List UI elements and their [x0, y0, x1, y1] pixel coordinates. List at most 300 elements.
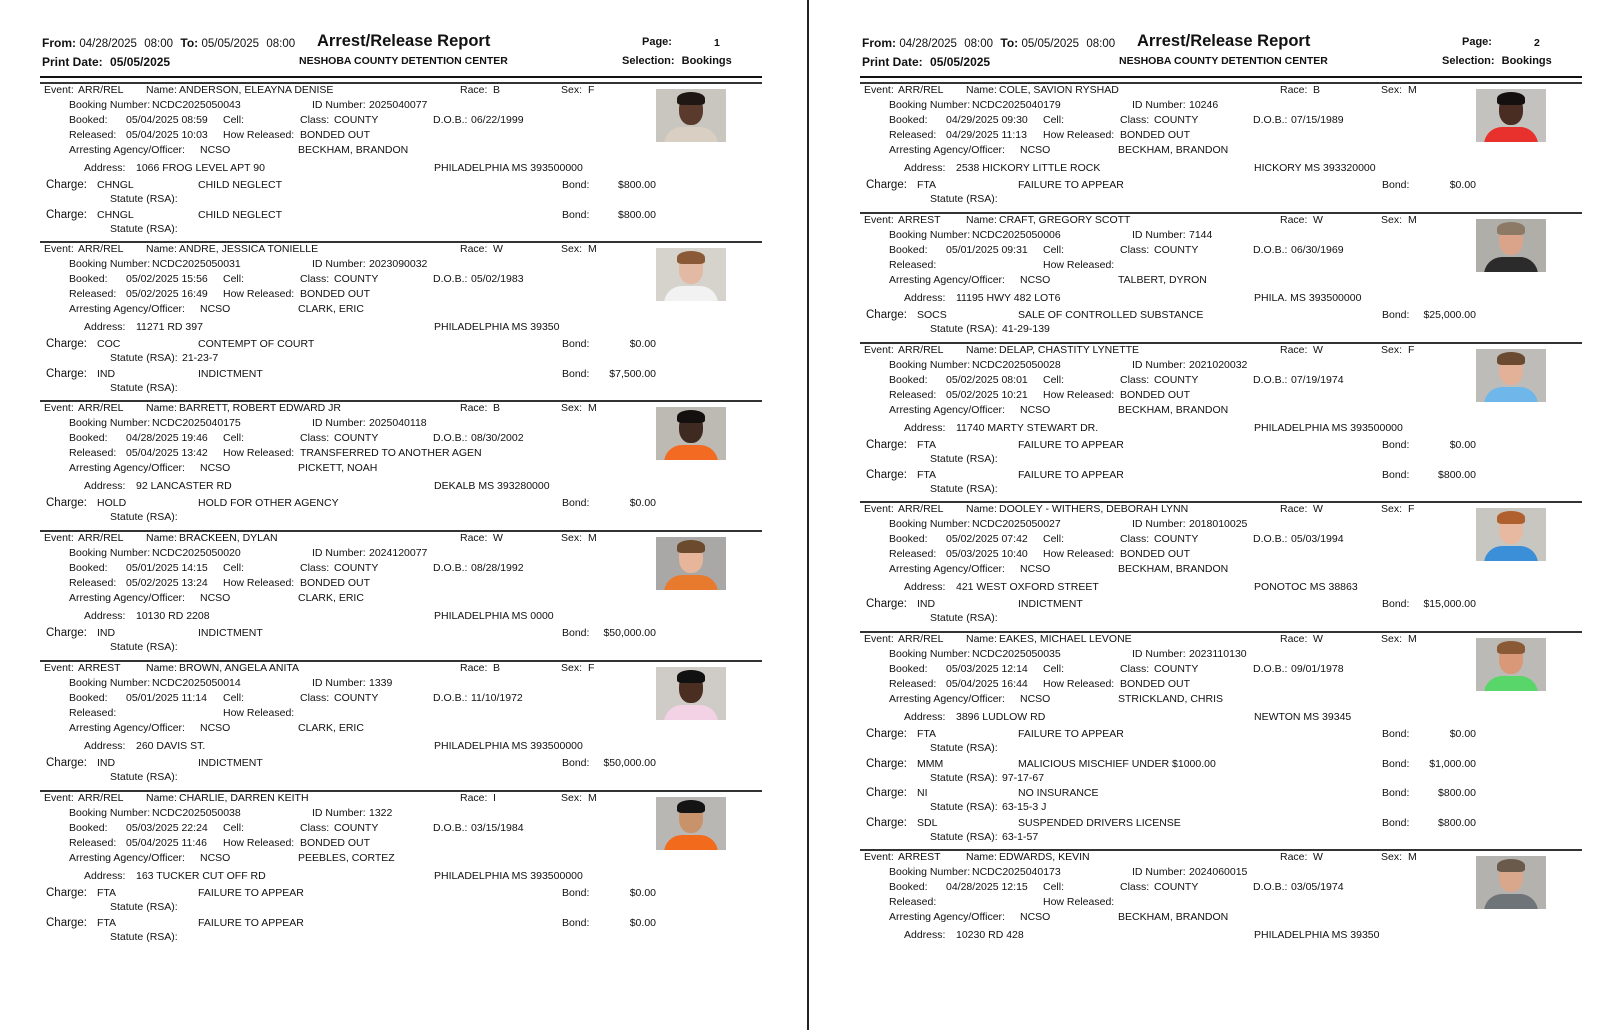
mugshot-shirt	[1484, 127, 1538, 142]
class-value: COUNTY	[1154, 114, 1199, 126]
cell-label: Cell:	[223, 432, 245, 444]
statute-value: 63-15-3 J	[1002, 801, 1047, 813]
inmate-name: COLE, SAVION RYSHAD	[999, 84, 1119, 96]
id-number-label: ID Number:	[312, 258, 366, 270]
charge-code: IND	[917, 598, 936, 610]
race-label: Race:	[1280, 84, 1308, 96]
bond-amount: $0.00	[629, 887, 656, 899]
mugshot-hair	[1497, 641, 1525, 654]
report-header	[42, 30, 762, 80]
agency-value: NCSO	[200, 462, 231, 474]
booking-number: NCDC2025050038	[152, 807, 241, 819]
booking-number-label: Booking Number:	[69, 807, 151, 819]
charge-code: IND	[97, 757, 116, 769]
page-label: Page:	[1462, 36, 1492, 48]
city-state-zip: PHILADELPHIA MS 393500000	[434, 870, 583, 882]
event-label: Event:	[864, 633, 894, 645]
how-released-label: How Released:	[223, 837, 295, 849]
charge-code: IND	[97, 627, 116, 639]
id-number: 1322	[369, 807, 393, 819]
event-type: ARREST	[898, 851, 941, 863]
released-label: Released:	[889, 678, 937, 690]
class-value: COUNTY	[334, 822, 379, 834]
dob-value: 05/03/1994	[1291, 533, 1344, 545]
race-label: Race:	[460, 662, 488, 674]
released-value: 05/02/2025 10:21	[946, 389, 1028, 401]
id-number-label: ID Number:	[1132, 866, 1186, 878]
class-label: Class:	[300, 692, 330, 704]
bond-label: Bond:	[562, 497, 590, 509]
city-state-zip: DEKALB MS 393280000	[434, 480, 550, 492]
class-label: Class:	[1120, 881, 1150, 893]
inmate-name: ANDRE, JESSICA TONIELLE	[179, 243, 319, 255]
class-label: Class:	[300, 432, 330, 444]
event-label: Event:	[44, 243, 74, 255]
event-type: ARR/REL	[78, 243, 124, 255]
id-number-label: ID Number:	[312, 99, 366, 111]
id-number-label: ID Number:	[1132, 648, 1186, 660]
bond-label: Bond:	[562, 338, 590, 350]
address-value: 92 LANCASTER RD	[136, 480, 232, 492]
statute-label: Statute (RSA):	[110, 193, 178, 205]
page-number: 1	[714, 37, 720, 49]
statute-label: Statute (RSA):	[930, 482, 998, 495]
booked-value: 04/29/2025 09:30	[946, 114, 1028, 126]
charge-label: Charge:	[866, 309, 907, 321]
race-value: W	[1313, 851, 1323, 863]
agency-label: Arresting Agency/Officer:	[889, 144, 1005, 156]
dob-value: 06/30/1969	[1291, 244, 1344, 256]
address-label: Address:	[84, 610, 126, 622]
booking-number-label: Booking Number:	[889, 229, 971, 241]
bond-label: Bond:	[562, 627, 590, 639]
id-number: 2025040077	[369, 99, 428, 111]
booking-number-label: Booking Number:	[889, 359, 971, 371]
mugshot-hair	[677, 410, 705, 423]
mugshot-hair	[1497, 352, 1525, 365]
address-value: 10230 RD 428	[956, 929, 1024, 941]
bond-label: Bond:	[1382, 439, 1410, 451]
sex-value: M	[588, 402, 597, 414]
charge-description: HOLD FOR OTHER AGENCY	[198, 497, 339, 509]
race-label: Race:	[1280, 214, 1308, 226]
class-value: COUNTY	[1154, 881, 1199, 893]
race-label: Race:	[1280, 633, 1308, 645]
booked-label: Booked:	[69, 432, 108, 444]
statute-value: 21-23-7	[182, 352, 219, 364]
bond-amount: $0.00	[1449, 439, 1476, 451]
dob-value: 09/01/1978	[1291, 663, 1344, 675]
booking-number-label: Booking Number:	[69, 677, 151, 689]
race-label: Race:	[1280, 503, 1308, 515]
statute-label: Statute (RSA):	[930, 193, 998, 205]
how-released-value: BONDED OUT	[300, 577, 371, 589]
charge-code: FTA	[917, 728, 937, 740]
dob-label: D.O.B.:	[1253, 374, 1288, 386]
how-released-value: BONDED OUT	[1120, 548, 1191, 560]
class-label: Class:	[1120, 114, 1150, 126]
city-state-zip: PONOTOC MS 38863	[1254, 581, 1358, 593]
race-label: Race:	[460, 243, 488, 255]
dob-value: 05/02/1983	[471, 273, 524, 285]
mugshot-icon	[656, 667, 726, 720]
bond-label: Bond:	[562, 208, 590, 221]
booking-number-label: Booking Number:	[69, 547, 151, 559]
bond-label: Bond:	[562, 757, 590, 769]
released-label: Released:	[889, 129, 937, 141]
event-label: Event:	[864, 851, 894, 863]
id-number-label: ID Number:	[312, 677, 366, 689]
statute-value: 41-29-139	[1002, 323, 1050, 335]
event-type: ARR/REL	[898, 503, 944, 515]
officer-name: BECKHAM, BRANDON	[298, 144, 409, 156]
class-label: Class:	[300, 114, 330, 126]
class-value: COUNTY	[1154, 374, 1199, 386]
booking-number-label: Booking Number:	[889, 648, 971, 660]
cell-label: Cell:	[1043, 533, 1065, 545]
how-released-label: How Released:	[1043, 129, 1115, 141]
mugshot-icon	[656, 797, 726, 850]
booking-number-label: Booking Number:	[889, 518, 971, 530]
charge-description: CHILD NEGLECT	[198, 208, 283, 221]
released-label: Released:	[889, 389, 937, 401]
released-value: 05/04/2025 10:03	[126, 129, 208, 141]
address-value: 11271 RD 397	[136, 321, 203, 333]
event-type: ARREST	[78, 662, 121, 674]
agency-value: NCSO	[1020, 404, 1051, 416]
officer-name: BECKHAM, BRANDON	[1118, 144, 1229, 156]
booked-value: 05/04/2025 08:59	[126, 114, 208, 126]
released-label: Released:	[889, 548, 937, 560]
city-state-zip: NEWTON MS 39345	[1254, 711, 1352, 723]
race-label: Race:	[460, 402, 488, 414]
event-type: ARR/REL	[898, 344, 944, 356]
class-value: COUNTY	[334, 692, 379, 704]
booked-value: 05/03/2025 12:14	[946, 663, 1028, 675]
address-label: Address:	[904, 711, 946, 723]
released-value: 05/04/2025 11:46	[126, 837, 207, 849]
released-value: 04/29/2025 11:13	[946, 129, 1027, 141]
dob-label: D.O.B.:	[433, 432, 468, 444]
statute-label: Statute (RSA):	[110, 901, 178, 913]
event-label: Event:	[864, 503, 894, 515]
dob-value: 03/15/1984	[471, 822, 524, 834]
event-label: Event:	[44, 532, 74, 544]
released-label: Released:	[889, 259, 937, 271]
officer-name: CLARK, ERIC	[298, 722, 364, 734]
how-released-value: BONDED OUT	[300, 129, 371, 141]
sex-label: Sex:	[561, 84, 583, 96]
race-value: W	[1313, 503, 1323, 515]
charge-label: Charge:	[46, 179, 87, 191]
race-value: B	[493, 402, 501, 414]
dob-label: D.O.B.:	[433, 562, 468, 574]
class-value: COUNTY	[334, 114, 379, 126]
name-label: Name:	[146, 402, 177, 414]
print-date: Print Date: 05/05/2025	[862, 55, 991, 69]
booking-record	[860, 849, 1582, 949]
selection: Selection: Bookings	[622, 55, 732, 67]
statute-label: Statute (RSA):	[930, 771, 998, 784]
charge-description: INDICTMENT	[198, 627, 263, 639]
id-number: 2021020032	[1189, 359, 1248, 371]
report-page-1	[0, 0, 780, 1030]
address-value: 10130 RD 2208	[136, 610, 210, 622]
event-type: ARR/REL	[78, 402, 124, 414]
city-state-zip: PHILADELPHIA MS 39350	[434, 321, 560, 333]
city-state-zip: PHILADELPHIA MS 0000	[434, 610, 554, 622]
id-number-label: ID Number:	[312, 807, 366, 819]
statute-label: Statute (RSA):	[930, 830, 998, 843]
id-number: 2025040118	[369, 417, 427, 429]
officer-name: TALBERT, DYRON	[1118, 274, 1207, 286]
booking-number: NCDC2025040173	[972, 866, 1061, 878]
booked-label: Booked:	[889, 533, 928, 545]
mugshot-icon	[1476, 638, 1546, 691]
charge-description: MALICIOUS MISCHIEF UNDER $1000.00	[1018, 757, 1216, 770]
booked-value: 05/03/2025 22:24	[126, 822, 208, 834]
agency-value: NCSO	[1020, 144, 1051, 156]
mugshot-hair	[677, 670, 705, 683]
booked-label: Booked:	[69, 692, 108, 704]
mugshot-icon	[1476, 508, 1546, 561]
officer-name: BECKHAM, BRANDON	[1118, 563, 1229, 575]
bond-label: Bond:	[1382, 816, 1410, 829]
charge-code: SDL	[917, 816, 938, 829]
booked-label: Booked:	[69, 822, 108, 834]
dob-value: 07/19/1974	[1291, 374, 1344, 386]
booked-value: 04/28/2025 12:15	[946, 881, 1028, 893]
officer-name: BECKHAM, BRANDON	[1118, 404, 1229, 416]
charge-code: IND	[97, 367, 116, 380]
report-header	[862, 30, 1582, 80]
sex-value: F	[588, 662, 595, 674]
race-value: W	[493, 532, 503, 544]
inmate-name: CRAFT, GREGORY SCOTT	[999, 214, 1131, 226]
dob-label: D.O.B.:	[1253, 244, 1288, 256]
mugshot-icon	[1476, 89, 1546, 142]
mugshot-icon	[656, 89, 726, 142]
address-label: Address:	[84, 162, 126, 174]
dob-value: 03/05/1974	[1291, 881, 1344, 893]
booking-record	[40, 530, 762, 660]
mugshot-hair	[677, 800, 705, 813]
mugshot-shirt	[1484, 894, 1538, 909]
booking-record	[40, 660, 762, 790]
class-label: Class:	[1120, 533, 1150, 545]
how-released-label: How Released:	[1043, 548, 1115, 560]
sex-label: Sex:	[1381, 84, 1403, 96]
address-label: Address:	[904, 162, 946, 174]
city-state-zip: PHILADELPHIA MS 393500000	[434, 740, 583, 752]
charge-code: FTA	[917, 468, 937, 481]
event-type: ARREST	[898, 214, 941, 226]
page-number: 2	[1534, 37, 1540, 49]
booking-number: NCDC2025050014	[152, 677, 241, 689]
header-rule	[40, 76, 762, 78]
bond-amount: $50,000.00	[603, 627, 656, 639]
cell-label: Cell:	[1043, 114, 1065, 126]
sex-label: Sex:	[1381, 344, 1403, 356]
class-value: COUNTY	[1154, 244, 1199, 256]
sex-label: Sex:	[1381, 503, 1403, 515]
booked-value: 05/01/2025 09:31	[946, 244, 1028, 256]
charge-label: Charge:	[866, 757, 907, 770]
id-number-label: ID Number:	[1132, 359, 1186, 371]
booked-value: 05/02/2025 08:01	[946, 374, 1028, 386]
booked-label: Booked:	[69, 114, 108, 126]
mugshot-hair	[1497, 859, 1525, 872]
how-released-value: BONDED OUT	[300, 837, 371, 849]
agency-label: Arresting Agency/Officer:	[69, 852, 185, 864]
address-label: Address:	[84, 740, 126, 752]
cell-label: Cell:	[223, 822, 245, 834]
id-number: 7144	[1189, 229, 1213, 241]
cell-label: Cell:	[223, 692, 245, 704]
how-released-value: BONDED OUT	[1120, 129, 1191, 141]
race-label: Race:	[460, 532, 488, 544]
released-label: Released:	[69, 837, 117, 849]
report-title: Arrest/Release Report	[317, 32, 491, 50]
charge-code: COC	[97, 338, 121, 350]
mugshot-hair	[677, 540, 705, 553]
city-state-zip: PHILA. MS 393500000	[1254, 292, 1362, 304]
booking-record	[860, 501, 1582, 631]
bond-amount: $800.00	[618, 208, 656, 221]
address-value: 11195 HWY 482 LOT6	[956, 292, 1061, 304]
how-released-value: BONDED OUT	[300, 288, 371, 300]
class-value: COUNTY	[334, 562, 379, 574]
booking-number-label: Booking Number:	[69, 417, 151, 429]
booking-record	[40, 241, 762, 400]
agency-value: NCSO	[200, 722, 231, 734]
cell-label: Cell:	[1043, 244, 1065, 256]
agency-value: NCSO	[1020, 693, 1051, 705]
class-value: COUNTY	[334, 432, 379, 444]
class-label: Class:	[1120, 374, 1150, 386]
bond-amount: $7,500.00	[609, 367, 656, 380]
officer-name: BECKHAM, BRANDON	[1118, 911, 1229, 923]
charge-description: CONTEMPT OF COURT	[198, 338, 315, 350]
inmate-name: DELAP, CHASTITY LYNETTE	[999, 344, 1140, 356]
booked-label: Booked:	[889, 663, 928, 675]
charge-label: Charge:	[866, 598, 907, 610]
sex-label: Sex:	[1381, 214, 1403, 226]
cell-label: Cell:	[1043, 663, 1065, 675]
released-value: 05/04/2025 16:44	[946, 678, 1028, 690]
mugshot-shirt	[664, 286, 718, 301]
header-rule	[860, 76, 1582, 78]
name-label: Name:	[966, 503, 997, 515]
charge-description: INDICTMENT	[198, 367, 263, 380]
sex-value: M	[1408, 633, 1417, 645]
booking-record	[40, 400, 762, 530]
charge-description: NO INSURANCE	[1018, 787, 1099, 799]
charge-description: CHILD NEGLECT	[198, 179, 283, 191]
event-type: ARR/REL	[898, 84, 944, 96]
released-label: Released:	[69, 288, 117, 300]
class-label: Class:	[300, 822, 330, 834]
how-released-value: TRANSFERRED TO ANOTHER AGEN	[300, 447, 482, 459]
booked-label: Booked:	[889, 244, 928, 256]
class-value: COUNTY	[334, 273, 379, 285]
bond-label: Bond:	[1382, 179, 1410, 191]
charge-label: Charge:	[46, 338, 87, 350]
event-label: Event:	[44, 792, 74, 804]
mugshot-shirt	[1484, 257, 1538, 272]
charge-code: FTA	[917, 439, 937, 451]
mugshot-icon	[656, 248, 726, 301]
dob-value: 08/28/1992	[471, 562, 524, 574]
mugshot-shirt	[664, 835, 718, 850]
id-number: 2023090032	[369, 258, 428, 270]
charge-code: NI	[917, 787, 928, 799]
how-released-label: How Released:	[223, 288, 295, 300]
charge-label: Charge:	[866, 728, 907, 740]
bond-amount: $800.00	[1438, 816, 1476, 829]
sex-value: M	[1408, 84, 1417, 96]
released-value: 05/02/2025 16:49	[126, 288, 208, 300]
dob-label: D.O.B.:	[1253, 881, 1288, 893]
bond-label: Bond:	[1382, 787, 1410, 799]
bond-amount: $0.00	[629, 338, 656, 350]
statute-value: 97-17-67	[1002, 771, 1045, 784]
race-value: W	[1313, 344, 1323, 356]
address-label: Address:	[904, 292, 946, 304]
bond-label: Bond:	[1382, 309, 1410, 321]
statute-label: Statute (RSA):	[930, 801, 998, 813]
event-label: Event:	[44, 402, 74, 414]
sex-label: Sex:	[1381, 851, 1403, 863]
sex-value: F	[588, 84, 595, 96]
bond-amount: $15,000.00	[1423, 598, 1476, 610]
charge-code: MMM	[917, 757, 944, 770]
sex-value: M	[1408, 214, 1417, 226]
name-label: Name:	[146, 662, 177, 674]
charge-label: Charge:	[46, 757, 87, 769]
charge-label: Charge:	[866, 816, 907, 829]
booking-number: NCDC2025050043	[152, 99, 241, 111]
event-type: ARR/REL	[78, 84, 124, 96]
agency-label: Arresting Agency/Officer:	[69, 462, 185, 474]
id-number-label: ID Number:	[1132, 518, 1186, 530]
charge-label: Charge:	[46, 627, 87, 639]
how-released-label: How Released:	[223, 129, 295, 141]
id-number-label: ID Number:	[312, 417, 366, 429]
event-label: Event:	[864, 84, 894, 96]
mugshot-icon	[656, 537, 726, 590]
race-value: W	[1313, 633, 1323, 645]
race-value: I	[493, 792, 496, 804]
event-type: ARR/REL	[78, 532, 124, 544]
booked-label: Booked:	[889, 114, 928, 126]
name-label: Name:	[966, 84, 997, 96]
event-label: Event:	[864, 344, 894, 356]
dob-label: D.O.B.:	[1253, 114, 1288, 126]
mugshot-hair	[677, 92, 705, 105]
officer-name: CLARK, ERIC	[298, 592, 364, 604]
mugshot-shirt	[1484, 546, 1538, 561]
booking-number: NCDC2025050020	[152, 547, 241, 559]
agency-label: Arresting Agency/Officer:	[69, 722, 185, 734]
cell-label: Cell:	[1043, 881, 1065, 893]
booking-number-label: Booking Number:	[69, 258, 151, 270]
id-number: 1339	[369, 677, 393, 689]
race-value: B	[493, 84, 501, 96]
agency-value: NCSO	[1020, 563, 1051, 575]
bond-amount: $800.00	[1438, 468, 1476, 481]
inmate-name: DOOLEY - WITHERS, DEBORAH LYNN	[999, 503, 1189, 515]
